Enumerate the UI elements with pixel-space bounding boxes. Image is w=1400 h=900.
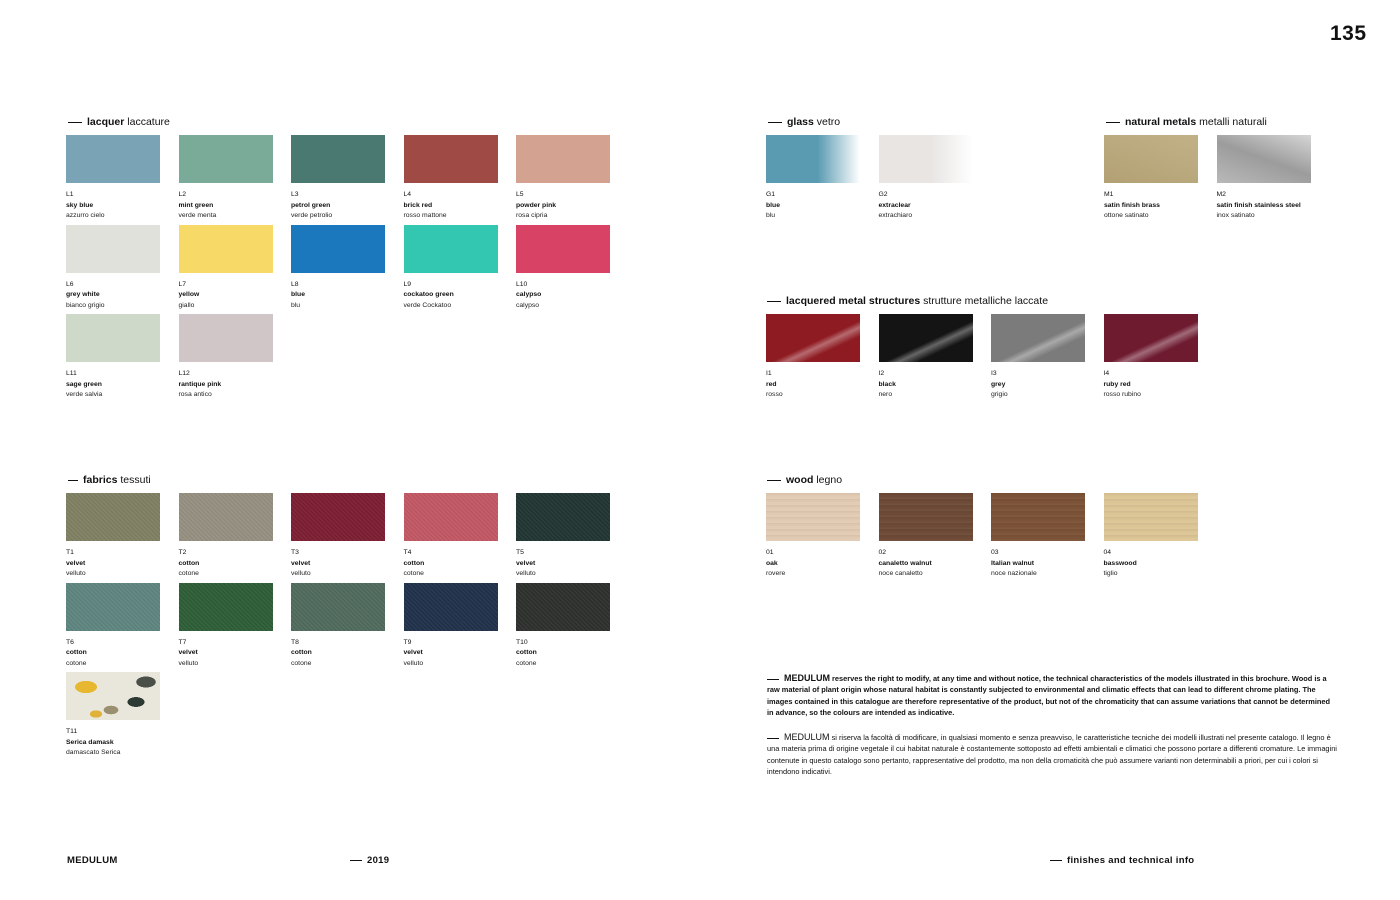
swatch-chip: [1104, 314, 1198, 362]
swatch-i1: [766, 314, 862, 401]
glass-title-it: vetro: [816, 116, 841, 128]
fabrics-heading: [68, 474, 151, 486]
swatch-t8: [291, 583, 387, 670]
swatch-chip: [766, 135, 860, 183]
disclaimer-brand: MEDULUM: [784, 673, 830, 683]
swatch-name-en: satin finish stainless steel: [1216, 201, 1301, 209]
swatch-chip: [66, 314, 160, 362]
swatch-chip: [66, 583, 160, 631]
swatch-code: L1: [66, 191, 74, 198]
disclaimer-en-text: reserves the right to modify, at any time and without notice, the technical characteristics of the models illustrated in this brochure. Wood is a raw material of plant origin whose natural habitat is constantly subjected to environmental and climatic effects that can lead to different chrome plating. The images contained in this catalogue are therefore representative of the product, but not of the chromaticity that can assume variations that cannot be determined in advance, so the colours are intended as indicative.: [767, 674, 1331, 717]
swatch-name-en: sky blue: [66, 201, 94, 209]
swatch-l9: [404, 225, 500, 312]
disclaimer-english: [767, 673, 1337, 718]
swatch-01: [766, 493, 862, 580]
swatch-name-en: velvet: [516, 559, 536, 567]
swatch-name-en: yellow: [178, 291, 200, 298]
swatch-code: L7: [178, 280, 187, 288]
footer-year: [350, 855, 389, 866]
swatch-i3: [991, 314, 1087, 401]
swatch-name-en: satin finish brass: [1104, 201, 1160, 209]
swatch-code: 04: [1103, 549, 1112, 556]
swatch-name-it: extrachiaro: [878, 212, 913, 219]
swatch-chip: [404, 493, 498, 541]
lacquer-title-it: laccature: [127, 116, 170, 128]
swatch-chip: [291, 225, 385, 273]
swatch-name-en: cotton: [403, 559, 425, 567]
swatch-chip: [879, 314, 973, 362]
swatch-name-it: blu: [291, 301, 301, 309]
swatch-code: 03: [991, 549, 999, 556]
heading-dash: [68, 480, 78, 481]
swatch-t3: [291, 493, 387, 580]
swatch-name-en: powder pink: [516, 201, 557, 209]
swatch-code: L4: [403, 191, 412, 198]
swatch-name-it: rosa cipria: [516, 212, 548, 219]
swatch-chip: [179, 583, 273, 631]
swatch-name-it: noce canaletto: [878, 570, 923, 577]
swatch-code: T7: [178, 638, 187, 646]
swatch-name-it: cotone: [291, 659, 312, 667]
swatch-name-en: mint green: [178, 201, 214, 209]
swatch-chip: [291, 583, 385, 631]
swatch-chip: [66, 493, 160, 541]
swatch-g2: [879, 135, 975, 222]
swatch-chip: [991, 314, 1085, 362]
swatch-name-en: Italian walnut: [991, 559, 1035, 567]
lacquer-title-en: lacquer: [87, 116, 125, 128]
swatch-name-en: velvet: [66, 559, 86, 567]
swatch-name-en: cotton: [291, 649, 312, 656]
swatch-t5: [516, 493, 612, 580]
natural-metals-heading: [1106, 116, 1267, 128]
swatch-chip: [66, 135, 160, 183]
swatch-l11: [66, 314, 162, 401]
glass-heading: [768, 116, 840, 128]
swatch-l10: [516, 225, 612, 312]
swatch-code: L12: [178, 370, 190, 377]
swatch-03: [991, 493, 1087, 580]
swatch-code: I3: [991, 370, 997, 377]
swatch-code: M2: [1216, 191, 1226, 198]
swatch-name-en: velvet: [178, 649, 198, 656]
swatch-chip: [766, 314, 860, 362]
footer-dash: [350, 860, 362, 861]
swatch-name-it: velluto: [403, 659, 424, 667]
wood-title-en: wood: [786, 474, 814, 486]
swatch-name-it: cotone: [178, 570, 199, 577]
disclaimer-dash: [767, 679, 779, 680]
swatch-name-it: velluto: [178, 659, 199, 667]
swatch-l3: [291, 135, 387, 222]
swatch-chip: [1217, 135, 1311, 183]
swatch-code: T8: [291, 638, 299, 646]
swatch-chip: [1104, 493, 1198, 541]
swatch-i2: [879, 314, 975, 401]
swatch-name-it: grigio: [991, 391, 1008, 398]
swatch-code: L5: [516, 191, 524, 198]
swatch-chip: [1104, 135, 1198, 183]
footer-section-text: finishes and technical info: [1067, 855, 1195, 866]
swatch-chip: [516, 135, 610, 183]
swatch-chip: [879, 493, 973, 541]
swatch-name-en: cotton: [66, 649, 87, 656]
glass-title-en: glass: [787, 116, 814, 128]
wood-title-it: legno: [816, 474, 843, 486]
swatch-t2: [179, 493, 275, 580]
swatch-chip: [404, 225, 498, 273]
heading-dash: [768, 122, 782, 123]
swatch-name-it: verde salvia: [66, 391, 103, 398]
swatch-t7: [179, 583, 275, 670]
swatch-name-en: extraclear: [878, 201, 911, 209]
swatch-code: L10: [516, 280, 528, 288]
disclaimer-it-text: si riserva la facoltà di modificare, in qualsiasi momento e senza preavviso, le caratteristiche tecniche dei modelli illustrati nel presente catalogo. Il legno è una materia prima di origine vegetale il cui habitat naturale è costantemente sottoposto ad effetti ambientali e climatici che possono portare a differenti cromature. Le immagini contenute in questo catalogo sono pertanto, rappresentative del prodotto, ma non della cromaticità che può assumere varianti non determinabili a priori, per cui i colori si intendono indicativi.: [767, 733, 1337, 776]
swatch-chip: [66, 225, 160, 273]
footer-year-text: 2019: [367, 855, 390, 866]
swatch-name-it: cotone: [516, 659, 537, 667]
lacquer-heading: [68, 116, 170, 128]
heading-dash: [68, 122, 82, 123]
swatch-name-en: grey: [991, 380, 1006, 388]
swatch-name-it: giallo: [178, 301, 195, 309]
swatch-l2: [179, 135, 275, 222]
swatch-name-it: ottone satinato: [1104, 212, 1149, 219]
swatch-name-it: blu: [766, 212, 776, 219]
fabrics-title-it: tessuti: [120, 474, 151, 486]
swatch-code: I1: [766, 370, 772, 377]
swatch-l12: [179, 314, 275, 401]
swatch-name-it: rosso: [766, 391, 783, 398]
disclaimer-dash: [767, 738, 779, 739]
swatch-name-en: oak: [766, 559, 778, 567]
swatch-t6: [66, 583, 162, 670]
swatch-name-it: nero: [878, 391, 893, 398]
swatch-l4: [404, 135, 500, 222]
swatch-name-en: petrol green: [291, 201, 331, 209]
fabrics-title-en: fabrics: [83, 474, 118, 486]
swatch-name-it: rosso rubino: [1103, 391, 1141, 398]
swatch-t11: [66, 672, 162, 759]
swatch-name-it: tiglio: [1103, 570, 1118, 577]
swatch-code: L11: [66, 370, 77, 377]
swatch-name-en: ruby red: [1103, 380, 1131, 388]
swatch-chip: [404, 135, 498, 183]
swatch-name-en: calypso: [516, 291, 542, 298]
swatch-chip: [516, 225, 610, 273]
swatch-chip: [179, 493, 273, 541]
swatch-code: T4: [403, 549, 412, 556]
swatch-name-en: Serica damask: [66, 738, 114, 746]
swatch-name-en: cotton: [516, 649, 537, 656]
swatch-code: T11: [66, 728, 78, 735]
swatch-name-it: cotone: [66, 659, 87, 667]
swatch-code: 02: [878, 549, 887, 556]
swatch-name-en: cotton: [178, 559, 200, 567]
natural-metals-title-en: natural metals: [1125, 116, 1197, 128]
swatch-code: L2: [178, 191, 187, 198]
metal-structures-title-en: lacquered metal structures: [786, 295, 921, 307]
swatch-l7: [179, 225, 275, 312]
swatch-code: I2: [878, 370, 885, 377]
swatch-name-en: brick red: [403, 201, 433, 209]
swatch-name-it: damascato Serica: [66, 749, 121, 756]
swatch-code: T1: [66, 549, 74, 556]
swatch-code: 01: [766, 549, 774, 556]
page-number: 135: [1330, 22, 1367, 45]
swatch-code: I4: [1103, 370, 1110, 377]
swatch-chip: [516, 493, 610, 541]
swatch-chip: [179, 225, 273, 273]
footer-brand: MEDULUM: [67, 855, 118, 866]
swatch-l5: [516, 135, 612, 222]
swatch-code: T5: [516, 549, 524, 556]
swatch-chip: [991, 493, 1085, 541]
swatch-chip: [179, 135, 273, 183]
footer-dash: [1050, 860, 1062, 861]
swatch-chip: [516, 583, 610, 631]
swatch-code: L9: [403, 280, 412, 288]
swatch-name-it: verde petrolio: [291, 212, 333, 219]
swatch-i4: [1104, 314, 1200, 401]
natural-metals-title-it: metalli naturali: [1199, 116, 1267, 128]
heading-dash: [767, 301, 781, 302]
swatch-l8: [291, 225, 387, 312]
swatch-code: L3: [291, 191, 299, 198]
swatch-name-en: rantique pink: [178, 380, 222, 388]
swatch-name-it: azzurro cielo: [66, 212, 105, 219]
swatch-name-it: velluto: [66, 570, 86, 577]
swatch-name-en: basswood: [1103, 559, 1137, 567]
swatch-04: [1104, 493, 1200, 580]
swatch-name-en: blue: [766, 201, 780, 209]
swatch-name-en: red: [766, 380, 777, 388]
swatch-code: T9: [403, 638, 412, 646]
swatch-name-it: rovere: [766, 570, 786, 577]
swatch-code: T3: [291, 549, 299, 556]
swatch-name-it: cotone: [403, 570, 424, 577]
swatch-g1: [766, 135, 862, 222]
swatch-code: T10: [516, 638, 528, 646]
swatch-name-en: velvet: [291, 559, 311, 567]
swatch-chip: [291, 135, 385, 183]
swatch-name-en: black: [878, 380, 896, 388]
swatch-name-it: calypso: [516, 301, 540, 309]
swatch-02: [879, 493, 975, 580]
heading-dash: [1106, 122, 1120, 123]
swatch-chip: [66, 672, 160, 720]
swatch-code: G1: [766, 191, 776, 198]
swatch-name-en: velvet: [403, 649, 423, 656]
swatch-m2: [1217, 135, 1313, 222]
swatch-name-en: cockatoo green: [403, 291, 454, 298]
swatch-code: T6: [66, 638, 74, 646]
swatch-name-it: rosso mattone: [403, 212, 447, 219]
swatch-chip: [291, 493, 385, 541]
swatch-l6: [66, 225, 162, 312]
swatch-name-en: canaletto walnut: [878, 559, 932, 567]
swatch-name-it: velluto: [516, 570, 536, 577]
swatch-t1: [66, 493, 162, 580]
swatch-code: L6: [66, 280, 74, 288]
disclaimer-brand-it: MEDULUM: [784, 732, 830, 742]
swatch-code: M1: [1104, 191, 1114, 198]
disclaimer-italian: [767, 732, 1337, 777]
swatch-code: G2: [878, 191, 888, 198]
metal-structures-heading: [767, 295, 1048, 307]
swatch-name-en: blue: [291, 291, 305, 298]
swatch-t4: [404, 493, 500, 580]
footer-section: [1050, 855, 1194, 866]
swatch-code: T2: [178, 549, 187, 556]
swatch-name-it: noce nazionale: [991, 570, 1037, 577]
swatch-m1: [1104, 135, 1200, 222]
swatch-name-it: inox satinato: [1216, 212, 1255, 219]
swatch-name-it: verde Cockatoo: [403, 301, 452, 309]
swatch-chip: [179, 314, 273, 362]
swatch-name-it: verde menta: [178, 212, 217, 219]
heading-dash: [767, 480, 781, 481]
swatch-code: L8: [291, 280, 299, 288]
swatch-chip: [879, 135, 973, 183]
metal-structures-title-it: strutture metalliche laccate: [923, 295, 1049, 307]
swatch-name-it: bianco grigio: [66, 301, 105, 309]
wood-heading: [767, 474, 842, 486]
swatch-chip: [404, 583, 498, 631]
swatch-t9: [404, 583, 500, 670]
swatch-name-en: sage green: [66, 380, 102, 388]
swatch-chip: [766, 493, 860, 541]
swatch-name-it: rosa antico: [178, 391, 212, 398]
swatch-l1: [66, 135, 162, 222]
swatch-name-en: grey white: [66, 291, 100, 298]
swatch-name-it: velluto: [291, 570, 311, 577]
swatch-t10: [516, 583, 612, 670]
